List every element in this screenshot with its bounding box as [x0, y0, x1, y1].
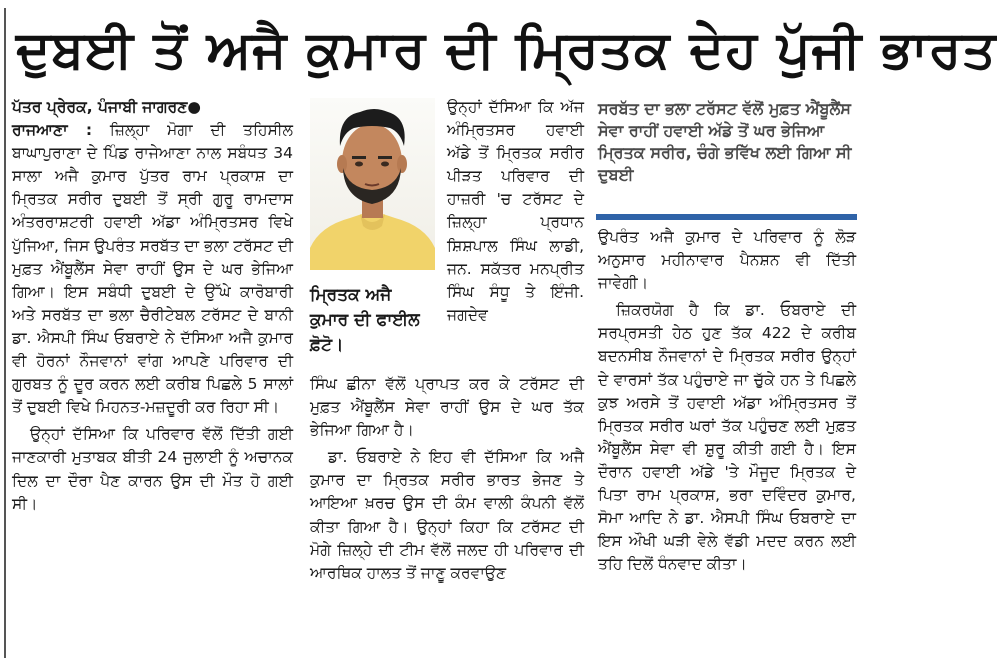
photo-caption: ਮ੍ਰਿਤਕ ਅਜੈ ਕੁਮਾਰ ਦੀ ਫਾਈਲ ਫ਼ੋਟੋ। [310, 285, 420, 355]
article-column-1 [12, 96, 293, 662]
column-rule [4, 8, 6, 658]
subheadline: ਸਰਬੱਤ ਦਾ ਭਲਾ ਟਰੱਸਟ ਵੱਲੋਂ ਮੁਫ਼ਤ ਐਂਬੂਲੈਂਸ ਸੇਵਾ ਰਾਹੀਂ ਹਵਾਈ ਅੱਡੇ ਤੋਂ ਘਰ ਭੇਜਿਆ ਮ੍ਰਿਤਕ ਸਰੀਰ, ਚੰਗੇ ਭਵਿੱਖ ਲਈ ਗਿਆ ਸੀ ਦੁਬਈ [598, 99, 852, 184]
subheadline-rule [596, 214, 857, 220]
dateline: ਰਾਜਆਣਾ : [12, 121, 93, 140]
paragraph-3: ਉਨ੍ਹਾਂ ਦੱਸਿਆ ਕਿ ਅੱਜ ਅੰਮ੍ਰਿਤਸਰ ਹਵਾਈ ਅੱਡੇ ਤੋਂ ਮ੍ਰਿਤਕ ਸਰੀਰ ਪੀੜਤ ਪਰਿਵਾਰ ਦੀ ਹਾਜ਼ਰੀ 'ਚ ਟਰੱਸਟ ਦੇ ਜ਼ਿਲ੍ਹਾ ਪ੍ਰਧਾਨ ਸ਼ਿਸ਼ਪਾਲ ਸਿੰਘ ਲਾਡੀ, ਜਨ. ਸਕੱਤਰ ਮਨਪ੍ਰੀਤ ਸਿੰਘ ਸੰਧੂ ਤੇ ਇੰਜੀ. ਜਗਦੇਵ [447, 98, 584, 324]
portrait-photo [310, 98, 435, 270]
byline: ਪੱਤਰ ਪ੍ਰੇਰਕ, ਪੰਜਾਬੀ ਜਾਗਰਣ● [12, 98, 201, 116]
article-column-3 [598, 226, 856, 662]
paragraph-5: ਉਪਰੰਤ ਅਜੈ ਕੁਮਾਰ ਦੇ ਪਰਿਵਾਰ ਨੂੰ ਲੋੜ ਅਨੁਸਾਰ ਮਹੀਨਾਵਾਰ ਪੈਨਸ਼ਨ ਵੀ ਦਿੱਤੀ ਜਾਵੇਗੀ। [598, 228, 856, 293]
headline: ਦੁਬਈ ਤੋਂ ਅਜੈ ਕੁਮਾਰ ਦੀ ਮ੍ਰਿਤਕ ਦੇਹ ਪੁੱਜੀ ਭਾਰਤ [16, 20, 997, 80]
article-column-2-bottom [310, 373, 584, 662]
article-column-2-top [447, 96, 584, 371]
paragraph-2: ਉਨ੍ਹਾਂ ਦੱਸਿਆ ਕਿ ਪਰਿਵਾਰ ਵੱਲੋਂ ਦਿੱਤੀ ਗਈ ਜਾਣਕਾਰੀ ਮੁਤਾਬਕ ਬੀਤੀ 24 ਜੁਲਾਈ ਨੂੰ ਅਚਾਨਕ ਦਿਲ ਦਾ ਦੌਰਾ ਪੈਣ ਕਾਰਨ ਉਸ ਦੀ ਮੌਤ ਹੋ ਗਈ ਸੀ। [12, 425, 293, 513]
paragraph-6: ਜ਼ਿਕਰਯੋਗ ਹੈ ਕਿ ਡਾ. ਓਬਰਾਏ ਦੀ ਸਰਪ੍ਰਸਤੀ ਹੇਠ ਹੁਣ ਤੱਕ 422 ਦੇ ਕਰੀਬ ਬਦਨਸੀਬ ਨੌਜਵਾਨਾਂ ਦੇ ਮ੍ਰਿਤਕ ਸਰੀਰ ਉਨ੍ਹਾਂ ਦੇ ਵਾਰਸਾਂ ਤੱਕ ਪਹੁੰਚਾਏ ਜਾ ਚੁੱਕੇ ਹਨ ਤੇ ਪਿਛਲੇ ਕੁਝ ਅਰਸੇ ਤੋਂ ਹਵਾਈ ਅੱਡਾ ਅੰਮ੍ਰਿਤਸਰ ਤੋਂ ਮ੍ਰਿਤਕ ਸਰੀਰ ਘਰਾਂ ਤੱਕ ਪਹੁੰਚਣ ਲਈ ਮੁਫ਼ਤ ਐਂਬੂਲੈਂਸ ਸੇਵਾ ਵੀ ਸ਼ੁਰੂ ਕੀਤੀ ਗਈ ਹੈ। ਇਸ ਦੌਰਾਨ ਹਵਾਈ ਅੱਡੇ 'ਤੇ ਮੌਜੂਦ ਮ੍ਰਿਤਕ ਦੇ ਪਿਤਾ ਰਾਮ ਪ੍ਰਕਾਸ਼, ਭਰਾ ਦਵਿੰਦਰ ਕੁਮਾਰ, ਸੋਮਾ ਆਦਿ ਨੇ ਡਾ. ਐਸਪੀ ਸਿੰਘ ਓਬਰਾਏ ਦਾ ਇਸ ਔਖੀ ਘੜੀ ਵੇਲੇ ਵੱਡੀ ਮਦਦ ਕਰਨ ਲਈ ਤਹਿ ਦਿਲੋਂ ਧੰਨਵਾਦ ਕੀਤਾ। [598, 301, 856, 574]
paragraph-4: ਡਾ. ਓਬਰਾਏ ਨੇ ਇਹ ਵੀ ਦੱਸਿਆ ਕਿ ਅਜੈ ਕੁਮਾਰ ਦਾ ਮ੍ਰਿਤਕ ਸਰੀਰ ਭਾਰਤ ਭੇਜਣ ਤੇ ਆਇਆ ਖ਼ਰਚ ਉਸ ਦੀ ਕੰਮ ਵਾਲੀ ਕੰਪਨੀ ਵੱਲੋਂ ਕੀਤਾ ਗਿਆ ਹੈ। ਉਨ੍ਹਾਂ ਕਿਹਾ ਕਿ ਟਰੱਸਟ ਦੀ ਮੋਗੇ ਜ਼ਿਲ੍ਹੇ ਦੀ ਟੀਮ ਵੱਲੋਂ ਜਲਦ ਹੀ ਪਰਿਵਾਰ ਦੀ ਆਰਥਿਕ ਹਾਲਤ ਤੋਂ ਜਾਣੂ ਕਰਵਾਉਣ [310, 448, 584, 582]
paragraph-3-continued: ਸਿੰਘ ਛੀਨਾ ਵੱਲੋਂ ਪ੍ਰਾਪਤ ਕਰ ਕੇ ਟਰੱਸਟ ਦੀ ਮੁਫ਼ਤ ਐਂਬੂਲੈਂਸ ਸੇਵਾ ਰਾਹੀਂ ਉਸ ਦੇ ਘਰ ਤੱਕ ਭੇਜਿਆ ਗਿਆ ਹੈ। [310, 375, 584, 440]
paragraph-1: ਜ਼ਿਲ੍ਹਾ ਮੋਗਾ ਦੀ ਤਹਿਸੀਲ ਬਾਘਾਪੁਰਾਣਾ ਦੇ ਪਿੰਡ ਰਾਜੇਆਣਾ ਨਾਲ ਸਬੰਧਤ 34 ਸਾਲਾ ਅਜੈ ਕੁਮਾਰ ਪੁੱਤਰ ਰਾਮ ਪ੍ਰਕਾਸ਼ ਦਾ ਮ੍ਰਿਤਕ ਸਰੀਰ ਦੁਬਈ ਤੋਂ ਸ੍ਰੀ ਗੁਰੂ ਰਾਮਦਾਸ ਅੰਤਰਰਾਸ਼ਟਰੀ ਹਵਾਈ ਅੱਡਾ ਅੰਮ੍ਰਿਤਸਰ ਵਿਖੇ ਪੁੱਜਿਆ, ਜਿਸ ਉਪਰੰਤ ਸਰਬੱਤ ਦਾ ਭਲਾ ਟਰੱਸਟ ਦੀ ਮੁਫ਼ਤ ਐਂਬੂਲੈਂਸ ਸੇਵਾ ਰਾਹੀਂ ਉਸ ਦੇ ਘਰ ਭੇਜਿਆ ਗਿਆ। ਇਸ ਸਬੰਧੀ ਦੁਬਈ ਦੇ ਉੱਘੇ ਕਾਰੋਬਾਰੀ ਅਤੇ ਸਰਬੱਤ ਦਾ ਭਲਾ ਚੈਰੀਟੇਬਲ ਟਰੱਸਟ ਦੇ ਬਾਨੀ ਡਾ. ਐਸਪੀ ਸਿੰਘ ਓਬਰਾਏ ਨੇ ਦੱਸਿਆ ਅਜੈ ਕੁਮਾਰ ਵੀ ਹੋਰਨਾਂ ਨੌਜਵਾਨਾਂ ਵਾਂਗ ਆਪਣੇ ਪਰਿਵਾਰ ਦੀ ਗੁਰਬਤ ਨੂੰ ਦੂਰ ਕਰਨ ਲਈ ਕਰੀਬ ਪਿਛਲੇ 5 ਸਾਲਾਂ ਤੋਂ ਦੁਬਈ ਵਿਖੇ ਮਿਹਨਤ-ਮਜ਼ਦੂਰੀ ਕਰ ਰਿਹਾ ਸੀ। [12, 121, 293, 417]
